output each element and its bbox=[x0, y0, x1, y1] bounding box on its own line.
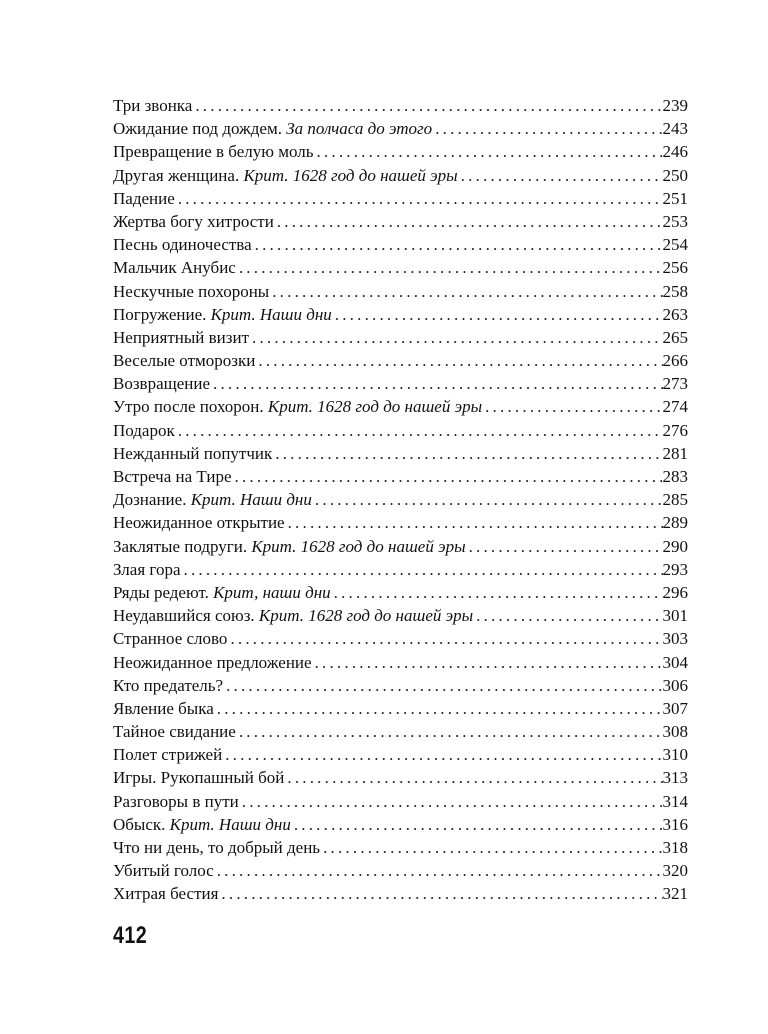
toc-entry-main-title: Утро после похорон. bbox=[113, 397, 264, 417]
toc-entry bbox=[113, 303, 688, 326]
toc-entry-page-number: 314 bbox=[662, 791, 688, 811]
toc-entry bbox=[113, 558, 688, 581]
toc-entry bbox=[113, 256, 688, 279]
dot-leader bbox=[331, 581, 663, 604]
dot-leader bbox=[320, 836, 662, 859]
toc-entry-page-number: 321 bbox=[662, 884, 688, 904]
toc-entry-title bbox=[113, 233, 252, 256]
toc-entry-main-title: Три звонка bbox=[113, 96, 193, 115]
dot-leader bbox=[214, 859, 663, 882]
toc-entry-page-number: 243 bbox=[662, 119, 688, 139]
toc-entry bbox=[113, 326, 688, 349]
toc-entry-main-title: Ожидание под дождем. bbox=[113, 119, 282, 139]
toc-entry-page-number: 246 bbox=[662, 142, 688, 162]
toc-entry-subtitle: Крит. 1628 год до нашей эры bbox=[243, 165, 458, 185]
toc-entry-page-number: 301 bbox=[662, 606, 688, 626]
toc-entry-title bbox=[113, 720, 236, 743]
dot-leader bbox=[218, 882, 662, 905]
toc-entry bbox=[113, 743, 688, 766]
toc-entry-page-number: 290 bbox=[662, 536, 688, 556]
toc-entry-subtitle: Крит. 1628 год до нашей эры bbox=[267, 397, 483, 417]
toc-entry-main-title: Разговоры в пути bbox=[113, 791, 239, 811]
dot-leader bbox=[284, 766, 662, 789]
toc-entry-title bbox=[113, 465, 232, 488]
toc-entry-page-number: 310 bbox=[662, 745, 688, 765]
dot-leader bbox=[473, 604, 662, 627]
toc-entry-main-title: Убитый голос bbox=[113, 861, 214, 881]
dot-leader bbox=[291, 813, 663, 836]
toc-entry-subtitle: Крит. Наши дни bbox=[210, 304, 332, 324]
toc-entry-subtitle: Крит. Наши дни bbox=[190, 490, 312, 510]
dot-leader bbox=[223, 674, 662, 697]
toc-entry-title bbox=[113, 326, 249, 349]
toc-entry-page-number: 274 bbox=[662, 397, 688, 417]
toc-entry-page-number: 293 bbox=[662, 559, 688, 579]
dot-leader bbox=[175, 419, 663, 442]
toc-entry bbox=[113, 117, 688, 140]
toc-entry bbox=[113, 581, 688, 604]
toc-entry-title bbox=[113, 813, 291, 836]
toc-entry-title bbox=[113, 187, 175, 210]
toc-entry-main-title: Падение bbox=[113, 188, 175, 208]
toc-entry-main-title: Игры. Рукопашный бой bbox=[113, 768, 285, 788]
toc-entry-main-title: Неожиданное открытие bbox=[113, 513, 285, 533]
toc-entry-title bbox=[113, 395, 482, 418]
toc-entry-title bbox=[113, 627, 227, 650]
toc-entry-title bbox=[113, 766, 284, 789]
toc-entry-main-title: Мальчик Анубис bbox=[113, 258, 236, 278]
toc-entry-subtitle: Крит. Наши дни bbox=[169, 814, 291, 834]
toc-entry-main-title: Неожиданное предложение bbox=[113, 652, 312, 672]
toc-entry-main-title: Возвращение bbox=[113, 374, 211, 394]
toc-entry-title bbox=[113, 164, 458, 187]
toc-entry bbox=[113, 94, 688, 117]
toc-entry-subtitle: За полчаса до этого bbox=[286, 119, 433, 139]
toc-entry-title bbox=[113, 280, 269, 303]
toc-entry-main-title: Погружение. bbox=[113, 304, 207, 324]
dot-leader bbox=[269, 280, 662, 303]
dot-leader bbox=[466, 535, 663, 558]
toc-entry-title bbox=[113, 836, 320, 859]
dot-leader bbox=[432, 117, 662, 140]
toc-entry-page-number: 276 bbox=[662, 420, 688, 440]
toc-entry-title bbox=[113, 488, 312, 511]
toc-entry-title bbox=[113, 349, 255, 372]
toc-entry-page-number: 254 bbox=[662, 235, 688, 255]
toc-entry-main-title: Тайное свидание bbox=[113, 722, 236, 742]
toc-entry-page-number: 256 bbox=[662, 258, 688, 278]
toc-entry-subtitle: Крит. 1628 год до нашей эры bbox=[258, 606, 474, 626]
toc-entry bbox=[113, 790, 688, 813]
toc-entry-page-number: 265 bbox=[662, 327, 688, 347]
toc-entry-main-title: Подарок bbox=[113, 420, 175, 440]
toc-entry-page-number: 283 bbox=[662, 467, 688, 486]
toc-entry bbox=[113, 766, 688, 789]
toc-entry-page-number: 304 bbox=[662, 652, 688, 672]
toc-entry-main-title: Другая женщина. bbox=[113, 165, 240, 185]
toc-entry-page-number: 263 bbox=[662, 304, 688, 324]
dot-leader bbox=[285, 511, 663, 534]
toc-entry-main-title: Жертва богу хитрости bbox=[113, 211, 274, 231]
toc-entry-title bbox=[113, 372, 210, 395]
toc-entry-page-number: 303 bbox=[662, 629, 688, 649]
dot-leader bbox=[255, 349, 662, 372]
toc-entry-title bbox=[113, 558, 181, 581]
dot-leader bbox=[181, 558, 663, 581]
toc-entry bbox=[113, 210, 688, 233]
toc-entry-subtitle: Крит. 1628 год до нашей эры bbox=[251, 536, 466, 556]
toc-entry-title bbox=[113, 419, 175, 442]
toc-entry bbox=[113, 488, 688, 511]
toc-entry-main-title: Кто предатель? bbox=[113, 675, 224, 695]
toc-entry bbox=[113, 674, 688, 697]
toc-entry-page-number: 251 bbox=[662, 188, 688, 208]
toc-entry-main-title: Заклятые подруги. bbox=[113, 536, 248, 556]
toc-entry-page-number: 253 bbox=[662, 211, 688, 231]
toc-entry-title bbox=[113, 604, 473, 627]
toc-entry bbox=[113, 836, 688, 859]
dot-leader bbox=[272, 442, 662, 465]
toc-entry bbox=[113, 164, 688, 187]
toc-entry-title bbox=[113, 94, 192, 117]
toc-entry bbox=[113, 465, 688, 488]
toc-entry-page-number: 308 bbox=[662, 722, 688, 742]
toc-entry-page-number: 266 bbox=[662, 351, 688, 371]
toc-entry bbox=[113, 720, 688, 743]
toc-entry-main-title: Злая гора bbox=[113, 559, 181, 579]
toc-entry-title bbox=[113, 210, 274, 233]
toc-entry-title bbox=[113, 140, 313, 163]
dot-leader bbox=[192, 94, 662, 117]
toc-entry-main-title: Что ни день, то добрый день bbox=[113, 838, 321, 857]
toc-entry-page-number: 296 bbox=[662, 582, 688, 602]
toc-entry-page-number: 281 bbox=[662, 443, 688, 463]
toc-entry bbox=[113, 651, 688, 674]
dot-leader bbox=[274, 210, 663, 233]
toc-entry-page-number: 239 bbox=[662, 96, 688, 115]
toc-entry-main-title: Веселые отморозки bbox=[113, 351, 256, 371]
toc-entry-main-title: Ряды редеют. bbox=[113, 582, 209, 602]
dot-leader bbox=[232, 465, 663, 488]
toc-entry-page-number: 250 bbox=[662, 165, 688, 185]
toc-entry-title bbox=[113, 697, 214, 720]
dot-leader bbox=[175, 187, 663, 210]
toc-entry-title bbox=[113, 535, 466, 558]
toc-entry bbox=[113, 395, 688, 418]
toc-entry-main-title: Превращение в белую моль bbox=[113, 142, 314, 162]
toc-entry bbox=[113, 233, 688, 256]
dot-leader bbox=[239, 790, 663, 813]
toc-entry-page-number: 313 bbox=[662, 768, 688, 788]
toc-entry-subtitle: Крит, наши дни bbox=[213, 582, 331, 602]
toc-entry bbox=[113, 604, 688, 627]
dot-leader bbox=[214, 697, 663, 720]
toc-entry bbox=[113, 280, 688, 303]
dot-leader bbox=[236, 720, 663, 743]
toc-entry bbox=[113, 511, 688, 534]
toc-entry bbox=[113, 813, 688, 836]
dot-leader bbox=[312, 651, 663, 674]
dot-leader bbox=[332, 303, 663, 326]
toc-entry-page-number: 273 bbox=[662, 374, 688, 394]
toc-entry-main-title: Нескучные похороны bbox=[113, 281, 270, 301]
toc-entry-main-title: Неприятный визит bbox=[113, 327, 249, 347]
dot-leader bbox=[482, 395, 662, 418]
dot-leader bbox=[312, 488, 663, 511]
toc-entry-main-title: Неудавшийся союз. bbox=[113, 606, 255, 626]
toc-entry-main-title: Хитрая бестия bbox=[113, 884, 219, 904]
toc-entry-title bbox=[113, 256, 236, 279]
toc-entry-page-number: 320 bbox=[662, 861, 688, 881]
toc-entry-title bbox=[113, 651, 312, 674]
toc-entry-main-title: Дознание. bbox=[113, 490, 187, 510]
table-of-contents bbox=[113, 94, 688, 906]
toc-entry-title bbox=[113, 674, 223, 697]
toc-entry-page-number: 318 bbox=[662, 838, 688, 857]
toc-entry bbox=[113, 882, 688, 905]
toc-entry-main-title: Странное слово bbox=[113, 629, 228, 649]
dot-leader bbox=[313, 140, 662, 163]
toc-entry bbox=[113, 535, 688, 558]
dot-leader bbox=[210, 372, 662, 395]
toc-entry bbox=[113, 372, 688, 395]
dot-leader bbox=[458, 164, 663, 187]
toc-entry-main-title: Обыск. bbox=[113, 814, 166, 834]
toc-entry-title bbox=[113, 790, 239, 813]
toc-entry-title bbox=[113, 859, 214, 882]
toc-entry-page-number: 316 bbox=[662, 814, 688, 834]
dot-leader bbox=[252, 233, 663, 256]
page-number: 412 bbox=[113, 922, 148, 949]
toc-entry-title bbox=[113, 117, 432, 140]
dot-leader bbox=[249, 326, 663, 349]
toc-entry-page-number: 258 bbox=[662, 281, 688, 301]
toc-entry-title bbox=[113, 882, 218, 905]
toc-entry-page-number: 285 bbox=[662, 490, 688, 510]
toc-entry-title bbox=[113, 743, 222, 766]
toc-entry bbox=[113, 187, 688, 210]
toc-entry bbox=[113, 442, 688, 465]
toc-entry bbox=[113, 627, 688, 650]
toc-entry-main-title: Нежданный попутчик bbox=[113, 443, 273, 463]
toc-entry bbox=[113, 140, 688, 163]
toc-entry bbox=[113, 859, 688, 882]
toc-entry bbox=[113, 697, 688, 720]
dot-leader bbox=[227, 627, 662, 650]
toc-entry-title bbox=[113, 442, 272, 465]
toc-entry-page-number: 289 bbox=[662, 513, 688, 533]
toc-entry-title bbox=[113, 511, 285, 534]
toc-entry-title bbox=[113, 303, 332, 326]
toc-entry-title bbox=[113, 581, 331, 604]
toc-entry-page-number: 307 bbox=[662, 698, 688, 718]
toc-entry-main-title: Полет стрижей bbox=[113, 745, 223, 765]
dot-leader bbox=[236, 256, 663, 279]
toc-entry-main-title: Явление быка bbox=[113, 698, 214, 718]
toc-entry-main-title: Песнь одиночества bbox=[113, 235, 252, 255]
toc-entry bbox=[113, 419, 688, 442]
dot-leader bbox=[222, 743, 662, 766]
toc-entry-main-title: Встреча на Тире bbox=[113, 467, 232, 486]
toc-entry bbox=[113, 349, 688, 372]
toc-entry-page-number: 306 bbox=[662, 675, 688, 695]
